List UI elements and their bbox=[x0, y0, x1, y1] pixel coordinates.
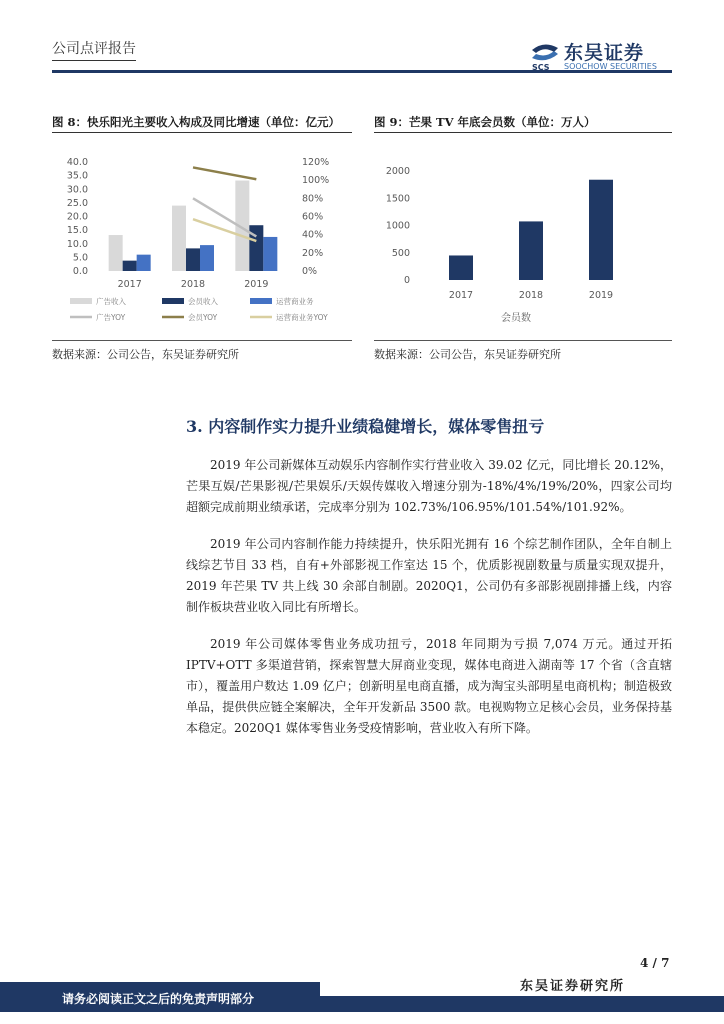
x-tick-label: 2019 bbox=[588, 290, 614, 301]
bar-运营商业务 bbox=[263, 237, 277, 271]
y-tick-label: 5.0 bbox=[72, 252, 88, 264]
y-tick-label: 1000 bbox=[385, 220, 410, 232]
bar-运营商业务 bbox=[200, 245, 214, 271]
y-tick-label: 10.0 bbox=[66, 238, 88, 250]
y-tick-label: 20.0 bbox=[66, 211, 88, 223]
y2-tick-label: 0% bbox=[302, 266, 318, 277]
bar-运营商业务 bbox=[137, 255, 151, 271]
x-tick-label: 2018 bbox=[180, 279, 206, 290]
logo-cn: 东吴证券 bbox=[564, 42, 645, 64]
legend-swatch bbox=[250, 298, 272, 304]
figure8-chart bbox=[52, 140, 352, 335]
figure9-source: 数据来源：公司公告，东吴证券研究所 bbox=[374, 348, 561, 361]
x-tick-label: 2017 bbox=[117, 279, 142, 290]
line-会员YOY bbox=[193, 167, 256, 179]
y-tick-label: 2000 bbox=[385, 166, 410, 177]
y2-tick-label: 100% bbox=[302, 175, 330, 187]
bar-member-count bbox=[519, 221, 543, 280]
logo-mark-text: SCS bbox=[532, 63, 550, 72]
y-tick-label: 15.0 bbox=[66, 225, 88, 237]
y-tick-label: 40.0 bbox=[66, 157, 88, 168]
x-tick-label: 2017 bbox=[448, 290, 474, 301]
figure9-bottom-rule bbox=[374, 340, 672, 341]
legend-label: 会员YOY bbox=[188, 313, 218, 322]
logo-en: SOOCHOW SECURITIES bbox=[564, 62, 657, 71]
paragraph-3: 2019 年公司媒体零售业务成功扭亏，2018 年同期为亏损 7,074 万元。通过开拓 IPTV+OTT 多渠道营销，探索智慧大屏商业变现，媒体电商进入湖南等 17 个省（含直辖市），覆盖用户数达 1.09 亿户；创新明星电商直播，成为淘宝头部明星电商机构；制造极致单品，提供供应链全案解决，全年开发新品 3500 款。电视购物立足核心会员，业务保持基本稳定。2020Q1 媒体零售业务受疫情影响，营业收入有所下降。 bbox=[186, 637, 672, 735]
footer-bar-right bbox=[320, 996, 724, 1012]
y-tick-label: 35.0 bbox=[66, 170, 88, 182]
y2-tick-label: 20% bbox=[302, 247, 324, 259]
bar-广告收入 bbox=[172, 206, 186, 271]
bar-广告收入 bbox=[109, 235, 123, 271]
logo-mark-icon bbox=[528, 40, 562, 72]
bar-会员收入 bbox=[123, 261, 137, 271]
legend-label: 会员收入 bbox=[188, 297, 218, 306]
bar-member-count bbox=[449, 255, 473, 280]
y2-tick-label: 60% bbox=[302, 211, 324, 223]
page-number: 4 / 7 bbox=[640, 956, 670, 970]
legend-label: 广告收入 bbox=[96, 297, 126, 306]
legend-label: 广告YOY bbox=[96, 313, 126, 322]
figure9-top-rule bbox=[374, 132, 672, 133]
y2-tick-label: 80% bbox=[302, 193, 324, 205]
x-tick-label: 2018 bbox=[518, 290, 544, 301]
y-tick-label: 30.0 bbox=[66, 184, 88, 196]
figure8-top-rule bbox=[52, 132, 352, 133]
y-tick-label: 500 bbox=[391, 247, 410, 259]
disclaimer-note: 请务必阅读正文之后的免责声明部分 bbox=[62, 992, 255, 1006]
paragraph-2: 2019 年公司内容制作能力持续提升，快乐阳光拥有 16 个综艺制作团队，全年自制上线综艺节目 33 档，自有+外部影视工作室达 15 个，优质影视剧数量与质量实现双提升，2019 年芒果 TV 共上线 30 余部自制剧。2020Q1，公司仍有多部影视剧排播上线，内容制作板块营业收入同比有所增长。 bbox=[186, 537, 672, 614]
footer-org: 东吴证券研究所 bbox=[520, 979, 626, 994]
y2-tick-label: 40% bbox=[302, 229, 324, 241]
y-tick-label: 0 bbox=[403, 275, 410, 286]
x-tick-label: 2019 bbox=[244, 279, 269, 290]
y-tick-label: 0.0 bbox=[72, 266, 88, 277]
section-heading: 3. 内容制作实力提升业绩稳健增长，媒体零售扭亏 bbox=[186, 417, 545, 436]
y-tick-label: 25.0 bbox=[66, 197, 88, 209]
y-tick-label: 1500 bbox=[385, 193, 410, 205]
figure9-xlabel: 会员数 bbox=[501, 313, 531, 324]
legend-swatch bbox=[70, 298, 92, 304]
figure9-chart bbox=[374, 140, 672, 335]
bar-会员收入 bbox=[186, 248, 200, 271]
bar-member-count bbox=[589, 180, 613, 280]
y2-tick-label: 120% bbox=[302, 157, 330, 168]
legend-swatch bbox=[162, 298, 184, 304]
company-logo bbox=[528, 40, 678, 72]
legend-label: 运营商业务YOY bbox=[276, 313, 328, 322]
figure8-title: 图 8：快乐阳光主要收入构成及同比增速（单位：亿元） bbox=[52, 115, 341, 129]
figure9-title: 图 9：芒果 TV 年底会员数（单位：万人） bbox=[374, 115, 596, 129]
figure8-bottom-rule bbox=[52, 340, 352, 341]
paragraph-1: 2019 年公司新媒体互动娱乐内容制作实行营业收入 39.02 亿元，同比增长 20.12%，芒果互娱/芒果影视/芒果娱乐/天娱传媒收入增速分别为-18%/4%/19%/20%，四家公司均超额完成前期业绩承诺，完成率分别为 102.73%/106.95%/101.54%/101.92%。 bbox=[186, 458, 672, 514]
report-type: 公司点评报告 bbox=[52, 38, 136, 61]
legend-label: 运营商业务 bbox=[276, 297, 314, 306]
figure8-source: 数据来源：公司公告，东吴证券研究所 bbox=[52, 348, 239, 361]
header-rule bbox=[52, 70, 672, 73]
